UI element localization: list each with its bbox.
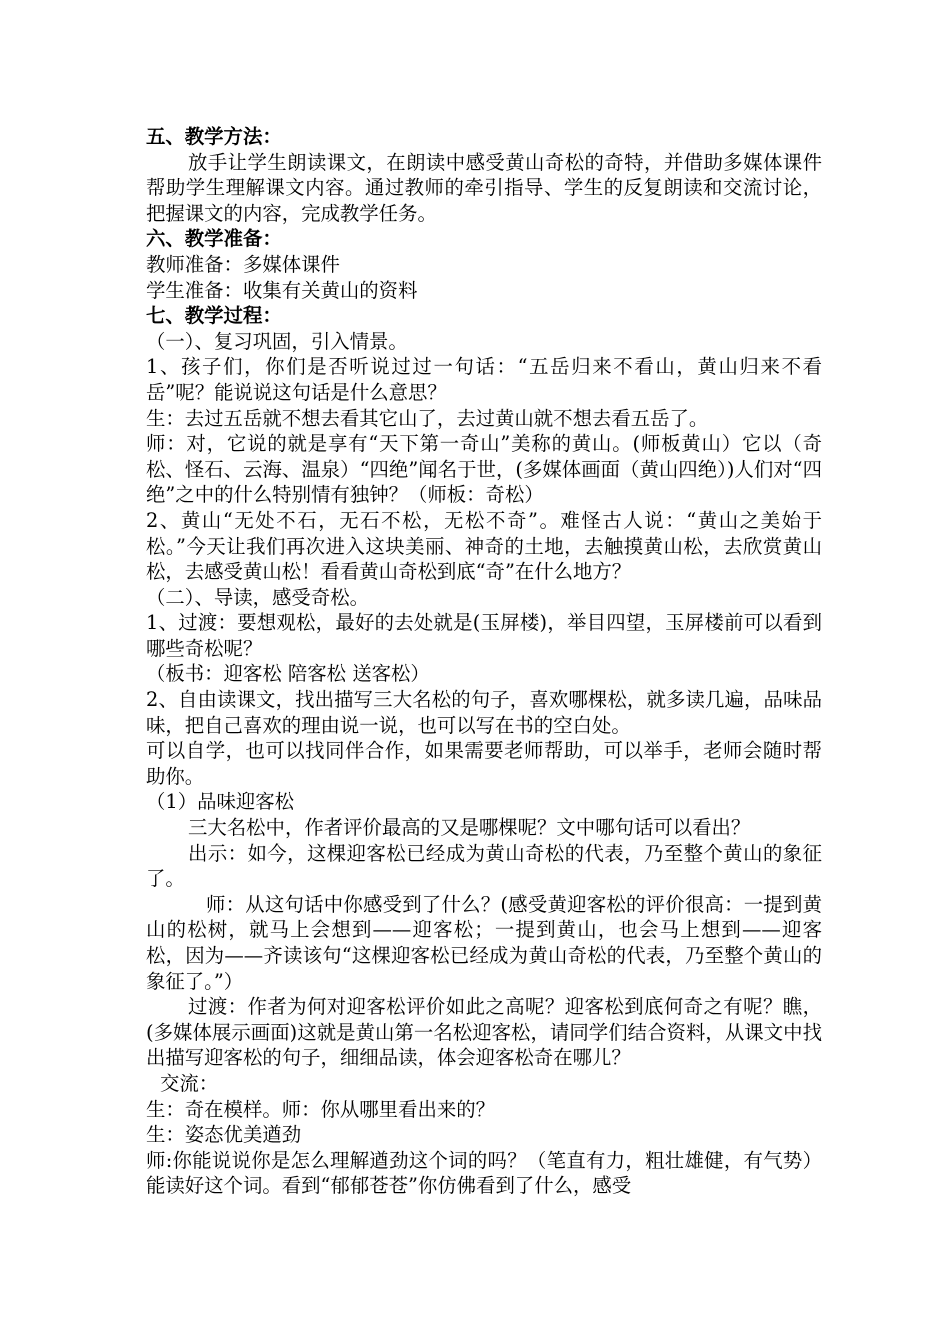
subheading: （二）、导读，感受奇松。 <box>146 585 369 609</box>
paragraph: 1、过渡：要想观松，最好的去处就是(玉屏楼)，举目四望，玉屏楼前可以看到哪些奇松呢？ <box>146 611 822 660</box>
paragraph: 2、黄山“无处不石，无石不松，无松不奇”。难怪古人说：“黄山之美始于松。”今天让我们再次进入这块美丽、神奇的土地，去触摸黄山松，去欣赏黄山松，去感受黄山松！看看黄山奇松到底“奇”在什么地方？ <box>146 508 822 584</box>
paragraph: 教师准备：多媒体课件 <box>146 252 340 276</box>
subheading: （1）品味迎客松 <box>146 790 295 814</box>
paragraph: 师：从这句话中你感受到了什么？(感受黄迎客松的评价很高：一提到黄山的松树，就马上会想到——迎客松；一提到黄山，也会马上想到——迎客松，因为——齐读该句“这棵迎客松已经成为黄山奇松的代表，乃至整个黄山的象征了。”） <box>146 892 822 993</box>
paragraph: 三大名松中，作者评价最高的又是哪棵呢？文中哪句话可以看出？ <box>188 816 751 840</box>
paragraph: 生：去过五岳就不想去看其它山了，去过黄山就不想去看五岳了。 <box>146 406 709 430</box>
paragraph: 学生准备：收集有关黄山的资料 <box>146 278 418 302</box>
paragraph: 过渡：作者为何对迎客松评价如此之高呢？迎客松到底何奇之有呢？瞧，(多媒体展示画面)这就是黄山第一名松迎客松，请同学们结合资料，从课文中找出描写迎客松的句子，细细品读，体会迎客松奇在哪儿？ <box>146 995 822 1070</box>
paragraph: 师：对，它说的就是享有“天下第一奇山”美称的黄山。(师板黄山）它以（奇松、怪石、云海、温泉）“四绝”闻名于世，(多媒体画面（黄山四绝）)人们对“四绝”之中的什么特别情有独钟？（师板：奇松） <box>146 432 822 507</box>
paragraph: 师:你能说说你是怎么理解遒劲这个词的吗？（笔直有力，粗壮雄健，有气势）能读好这个词。看到“郁郁苍苍”你仿佛看到了什么，感受 <box>146 1148 822 1198</box>
paragraph: （板书：迎客松 陪客松 送客松） <box>146 662 430 686</box>
paragraph: 2、自由读课文，找出描写三大名松的句子，喜欢哪棵松，就多读几遍，品味品味，把自己喜欢的理由说一说，也可以写在书的空白处。 <box>146 688 822 737</box>
paragraph: 可以自学，也可以找同伴合作，如果需要老师帮助，可以举手，老师会随时帮助你。 <box>146 739 822 788</box>
paragraph: 放手让学生朗读课文，在朗读中感受黄山奇松的奇特，并借助多媒体课件帮助学生理解课文内容。通过教师的牵引指导、学生的反复朗读和交流讨论，把握课文的内容，完成教学任务。 <box>146 150 822 225</box>
subheading: （一）、复习巩固，引入情景。 <box>146 329 408 353</box>
paragraph: 生：奇在模样。师：你从哪里看出来的？ <box>146 1097 496 1121</box>
section-heading-preparation: 六、教学准备： <box>146 227 282 251</box>
paragraph: 1、孩子们，你们是否听说过过一句话：“五岳归来不看山，黄山归来不看岳”呢？能说说这句话是什么意思？ <box>146 355 822 404</box>
paragraph: 生：姿态优美遒劲 <box>146 1123 302 1147</box>
section-heading-methods: 五、教学方法： <box>146 125 282 148</box>
document-body <box>146 124 822 1199</box>
paragraph: 出示：如今，这棵迎客松已经成为黄山奇松的代表，乃至整个黄山的象征了。 <box>146 841 822 891</box>
paragraph: 交流： <box>160 1071 219 1095</box>
section-heading-process: 七、教学过程： <box>146 304 282 328</box>
